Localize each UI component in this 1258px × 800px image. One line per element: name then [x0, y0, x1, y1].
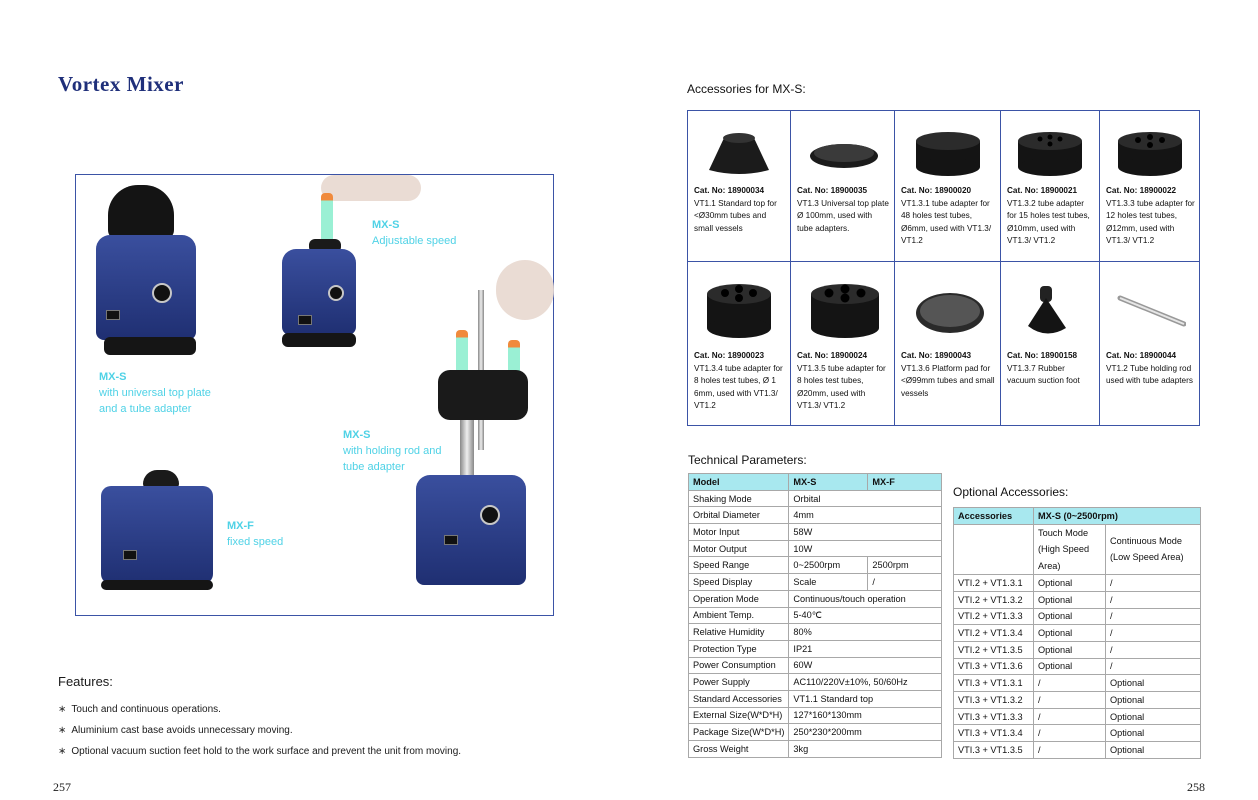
optional-accessories-table: [953, 507, 1201, 759]
product-photo: [75, 174, 554, 616]
accessories-grid: [687, 110, 1200, 426]
holding-rod-icon: [1114, 276, 1186, 346]
plate-top-icon: [807, 123, 879, 183]
table-row: VTI.3 + VT1.3.4 / Optional: [954, 725, 1201, 742]
tech-heading: Technical Parameters:: [688, 453, 807, 467]
adapter-12-icon: [1114, 123, 1186, 183]
page-number-right: 258: [1187, 780, 1205, 794]
bullet-icon: ∗: [58, 746, 67, 757]
feature-item: ∗ Touch and continuous operations.: [58, 704, 221, 715]
page-title: Vortex Mixer: [58, 72, 184, 96]
table-row: VTI.3 + VT1.3.5 / Optional: [954, 742, 1201, 759]
accessory-item: Cat. No: 18900158 VT1.3.7 Rubber vacuum suction foot: [1001, 262, 1100, 425]
table-row: VTI.2 + VT1.3.5 Optional /: [954, 641, 1201, 658]
table-row: VTI.2 + VT1.3.2 Optional /: [954, 591, 1201, 608]
accessory-item: Cat. No: 18900034 VT1.1 Standard top for <Ø30mm tubes and small vessels: [688, 111, 791, 262]
accessory-item: Cat. No: 18900023 VT1.3.4 tube adapter for 8 holes test tubes, Ø 1 6mm, used with VT1.3/ VT1.2: [688, 262, 791, 425]
suction-foot-icon: [1014, 276, 1086, 346]
accessory-item: Cat. No: 18900020 VT1.3.1 tube adapter for 48 holes test tubes, Ø6mm, used with VT1.3/ VT1.2: [895, 111, 1001, 262]
accessory-item: Cat. No: 18900044 VT1.2 Tube holding rod used with tube adapters: [1100, 262, 1199, 425]
accessory-item: Cat. No: 18900024 VT1.3.5 tube adapter for 8 holes test tubes, Ø20mm, used with VT1.3/ VT1.2: [791, 262, 895, 425]
table-row: Operation Mode Continuous/touch operation: [689, 590, 942, 607]
table-row: Standard Accessories VT1.1 Standard top: [689, 690, 942, 707]
caption-adjustable: MX-S Adjustable speed: [372, 219, 457, 247]
feature-item: ∗ Aluminium cast base avoids unnecessary moving.: [58, 725, 293, 736]
caption-fixed: MX-F fixed speed: [227, 520, 284, 548]
accessory-item: Cat. No: 18900022 VT1.3.3 tube adapter for 12 holes test tubes, Ø12mm, used with VT1.3/ VT1.2: [1100, 111, 1199, 262]
table-row: External Size(W*D*H) 127*160*130mm: [689, 707, 942, 724]
caption-universal: MX-S with universal top plate and a tube adapter: [99, 371, 211, 415]
tech-params-table: [688, 473, 942, 758]
table-row: Orbital Diameter 4mm: [689, 507, 942, 524]
table-row: Power Consumption 60W: [689, 657, 942, 674]
table-row: VTI.3 + VT1.3.2 / Optional: [954, 692, 1201, 709]
page-number-left: 257: [53, 780, 71, 794]
accessory-item: Cat. No: 18900043 VT1.3.6 Platform pad for <Ø99mm tubes and small vessels: [895, 262, 1001, 425]
optional-heading: Optional Accessories:: [953, 485, 1069, 499]
table-row: Protection Type IP21: [689, 640, 942, 657]
mixer-image-adjustable: [276, 175, 366, 350]
adapter-48-icon: [912, 123, 984, 183]
table-row: Ambient Temp. 5-40℃: [689, 607, 942, 624]
features-heading: Features:: [58, 674, 113, 689]
mixer-image-universal: [96, 185, 206, 360]
table-row: Motor Input 58W: [689, 524, 942, 541]
bullet-icon: ∗: [58, 725, 67, 736]
bullet-icon: ∗: [58, 704, 67, 715]
accessory-item: Cat. No: 18900035 VT1.3 Universal top plate Ø 100mm, used with tube adapters.: [791, 111, 895, 262]
table-row: Motor Output 10W: [689, 540, 942, 557]
accessory-item: Cat. No: 18900021 VT1.3.2 tube adapter for 15 holes test tubes, Ø10mm, used with VT1.3/ VT1.2: [1001, 111, 1100, 262]
table-row: VTI.3 + VT1.3.3 / Optional: [954, 708, 1201, 725]
platform-pad-icon: [912, 276, 984, 346]
table-row: Shaking Mode Orbital: [689, 490, 942, 507]
table-row: VTI.2 + VT1.3.4 Optional /: [954, 625, 1201, 642]
table-row: VTI.3 + VT1.3.6 Optional /: [954, 658, 1201, 675]
table-row: VTI.3 + VT1.3.1 / Optional: [954, 675, 1201, 692]
table-row: Touch Mode (High Speed Area) Continuous Mode (Low Speed Area): [954, 524, 1201, 575]
accessories-heading: Accessories for MX-S:: [687, 82, 806, 96]
feature-item: ∗ Optional vacuum suction feet hold to the work surface and prevent the unit from moving.: [58, 746, 462, 757]
table-row: Model MX-S MX-F: [689, 474, 942, 491]
caption-holding-rod: MX-S with holding rod and tube adapter: [343, 429, 442, 473]
table-row: Power Supply AC110/220V±10%, 50/60Hz: [689, 674, 942, 691]
table-row: Package Size(W*D*H) 250*230*200mm: [689, 724, 942, 741]
table-row: VTI.2 + VT1.3.3 Optional /: [954, 608, 1201, 625]
table-row: Speed Range 0~2500rpm 2500rpm: [689, 557, 942, 574]
table-row: Relative Humidity 80%: [689, 624, 942, 641]
mixer-image-fixed: [101, 470, 221, 595]
cone-top-icon: [703, 123, 775, 183]
table-row: Accessories MX-S (0~2500rpm): [954, 508, 1201, 525]
adapter-8a-icon: [703, 276, 775, 346]
table-row: VTI.2 + VT1.3.1 Optional /: [954, 575, 1201, 592]
adapter-15-icon: [1014, 123, 1086, 183]
table-row: Speed Display Scale /: [689, 574, 942, 591]
adapter-8b-icon: [807, 276, 879, 346]
table-row: Gross Weight 3kg: [689, 741, 942, 758]
